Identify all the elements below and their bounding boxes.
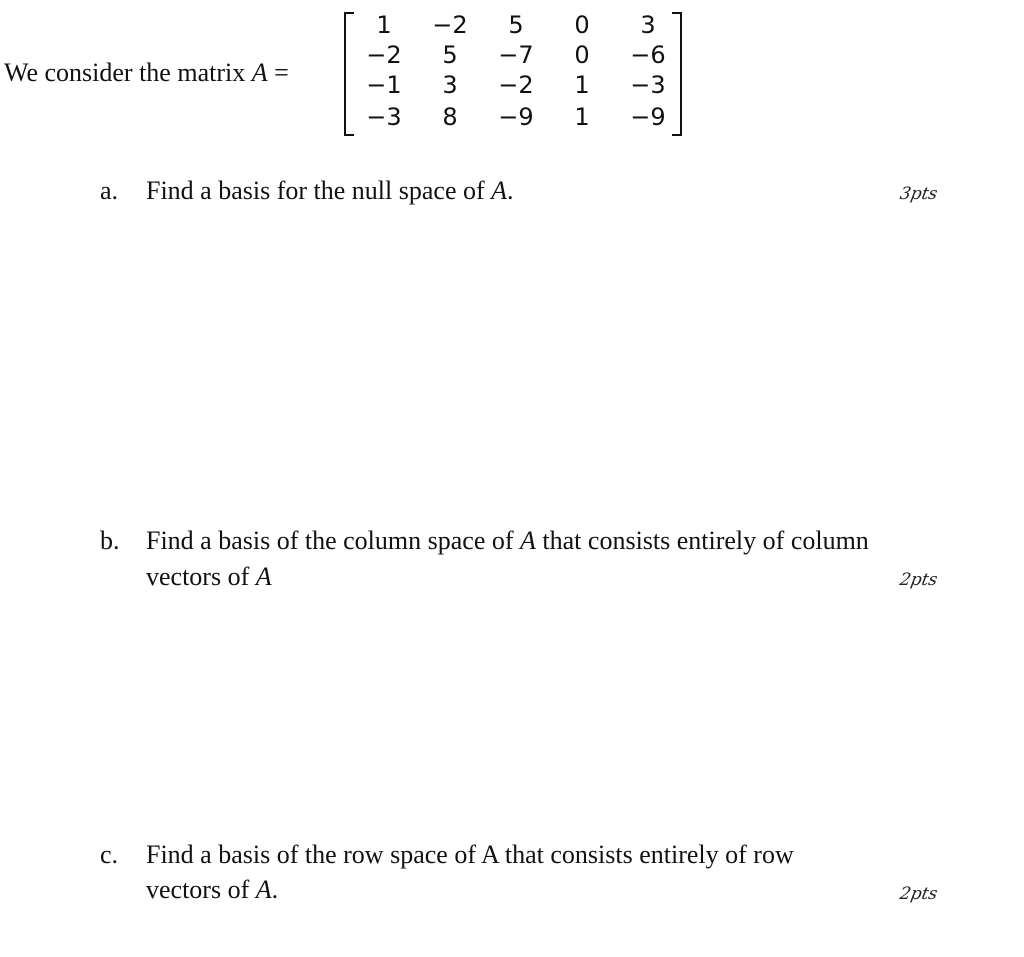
matrix-entry: −1: [366, 71, 402, 99]
matrix-entry: 3: [640, 11, 656, 39]
question-c: [100, 838, 794, 872]
matrix-entry: 0: [574, 11, 590, 39]
matrix-entry: 0: [574, 41, 590, 69]
intro-text: We consider the matrix: [4, 58, 246, 87]
question-tail: .: [507, 176, 514, 205]
matrix-entry: 1: [376, 11, 392, 39]
question-b-line2: [146, 560, 272, 594]
question-text: Find a basis for the null space of: [146, 176, 485, 205]
question-b: [100, 524, 869, 558]
matrix-entry: −9: [630, 103, 666, 131]
matrix-entry: −7: [498, 41, 534, 69]
question-tail: .: [271, 875, 279, 904]
question-symbol: A: [520, 526, 536, 555]
matrix-entry: 5: [442, 41, 458, 69]
question-symbol: A: [255, 562, 272, 591]
question-c-line2: [146, 873, 278, 907]
matrix-entry: −6: [630, 41, 666, 69]
points-a: 3pts: [898, 184, 940, 204]
matrix-entry: 3: [442, 71, 458, 99]
matrix-entry: −3: [366, 103, 402, 131]
question-text: vectors of: [146, 562, 250, 591]
matrix-entry: 8: [442, 103, 458, 131]
matrix-entry: −2: [498, 71, 534, 99]
matrix-entry: −2: [432, 11, 468, 39]
question-tail: that consists entirely of column: [535, 526, 869, 555]
matrix-entry: 5: [508, 11, 524, 39]
question-letter: b.: [100, 526, 120, 555]
question-letter: c.: [100, 840, 119, 869]
matrix-entry: 1: [574, 103, 590, 131]
question-text: Find a basis of the column space of: [146, 526, 514, 555]
matrix-entry: −9: [498, 103, 534, 131]
points-c: 2pts: [898, 884, 940, 904]
question-a: [100, 174, 514, 208]
points-b: 2pts: [898, 570, 940, 590]
matrix-entry: 1: [574, 71, 590, 99]
question-symbol: A: [255, 875, 272, 904]
left-bracket: [344, 12, 354, 136]
matrix-entry: −3: [630, 71, 666, 99]
matrix-intro: [4, 58, 289, 88]
question-text: Find a basis of the row space of A that consists entirely of row: [146, 840, 794, 869]
equals-sign: =: [274, 58, 289, 87]
matrix-a: [344, 8, 682, 136]
question-text: vectors of: [146, 875, 250, 904]
question-symbol: A: [491, 176, 508, 205]
matrix-entry: −2: [366, 41, 402, 69]
matrix-symbol: A: [251, 58, 268, 87]
question-letter: a.: [100, 176, 119, 205]
